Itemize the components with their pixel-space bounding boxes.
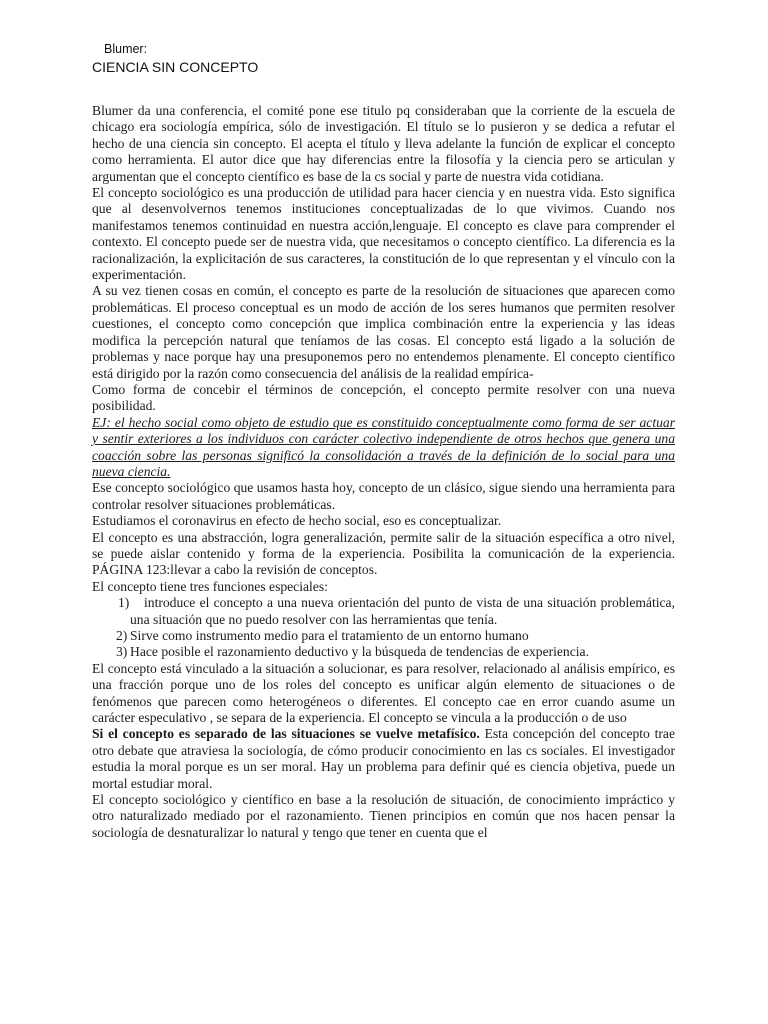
bold-statement: Si el concepto es separado de las situaciones se vuelve metafísico. bbox=[92, 726, 480, 742]
list-number: 1) bbox=[118, 595, 130, 611]
paragraph-metafisico bbox=[92, 726, 675, 792]
list-item bbox=[92, 595, 675, 628]
paragraph-tres-funciones: El concepto tiene tres funciones especiales: bbox=[92, 578, 328, 594]
paragraph-vinculado: El concepto está vinculado a la situación a solucionar, es para resolver, relacionado al análisis empírico, es una fracción porque uno de los roles del concepto es unificar algún elemento de situaciones o de fenómenos que parecen como heterogéneos o diferentes. El concepto cae en error cuando asume un carácter especulativo , se separa de la experiencia. El concepto se vincula a la producción o de uso bbox=[92, 660, 675, 726]
paragraph-coronavirus: Estudiamos el coronavirus en efecto de hecho social, eso es conceptualizar. bbox=[92, 513, 502, 529]
paragraph-sociologico-cientifico: El concepto sociológico y científico en base a la resolución de situación, de conocimiento impráctico y otro naturalizado mediado por el razonamiento. Tienen principios en común que nos hacen pensar la sociología de desnaturalizar lo natural y tengo que tener en cuenta que el bbox=[92, 792, 675, 840]
paragraph-forma-de-concebir: Como forma de concebir el términos de concepción, el concepto permite resolver con una nueva posibilidad. bbox=[92, 381, 675, 414]
list-item bbox=[92, 628, 675, 644]
author-heading: Blumer: bbox=[104, 42, 148, 56]
paragraph-herramienta: Ese concepto sociológico que usamos hasta hoy, concepto de un clásico, sigue siendo una herramienta para controlar resolver situaciones problemáticas. bbox=[92, 480, 675, 512]
functions-list bbox=[92, 595, 675, 661]
paragraph-metafisico-rest: Esta concepción del concepto trae otro debate que atraviesa la sociología, de cómo producir conocimiento en las cs sociales. El investigador estudia la moral porque es un ser moral. Hay un problema para definir qué es ciencia objetiva, puede un mortal estudiar moral. bbox=[92, 726, 675, 791]
paragraph-concepto-sociologico: El concepto sociológico es una producción de utilidad para hacer ciencia y en nuestra vida. Esto significa que al desenvolvernos tenemos instituciones conceptualizadas de lo que vivimos. Cuando nos manifestamos tenemos continuidad en nuestra acción,lenguaje. El concepto es clave para comprender el contexto. El concepto puede ser de nuestra vida, que necesitamos o concepto científico. La diferencia es la racionalización, la explicitación de sus caracteres, la constitución de lo que representan y el vínculo con la experimentación. bbox=[92, 185, 675, 283]
document-title: CIENCIA SIN CONCEPTO bbox=[92, 59, 259, 75]
list-text: Sirve como instrumento medio para el tratamiento de un entorno humano bbox=[130, 628, 529, 643]
example-text: EJ: el hecho social como objeto de estudio que es constituido conceptualmente como forma de ser actuar y sentir exteriores a los individuos con carácter colectivo independiente de otros hechos que genera una coacción sobre las personas significó la consolidación a través de la definición de lo social para una nueva ciencia. bbox=[92, 414, 675, 479]
list-number: 3) bbox=[116, 644, 128, 660]
list-item bbox=[92, 644, 675, 660]
list-text: introduce el concepto a una nueva orientación del punto de vista de una situación problemática, una situación que no puedo resolver con las herramientas que tenía. bbox=[130, 595, 675, 627]
paragraph-intro: Blumer da una conferencia, el comité pone ese titulo pq consideraban que la corriente de la escuela de chicago era sociología empírica, sólo de investigación. El título se lo pusieron y se dedica a refutar el hecho de una ciencia sin concepto. El acepta el título y lleva adelante la función de explicar el concepto como herramienta. El autor dice que hay diferencias entre la filosofía y la ciencia pero se articulan y argumentan que el concepto científico es base de la cs social y parte de nuestra vida cotidiana. bbox=[92, 103, 675, 184]
paragraph-cosas-en-comun: A su vez tienen cosas en común, el concepto es parte de la resolución de situaciones que aparecen como problemáticas. El proceso conceptual es un modo de acción de los seres humanos que permiten resolver cuestiones, el concepto como concepción que implica combinación entre la experiencia y las ideas modifica la percepción natural que teníamos de las cosas. El concepto está ligado a la solución de problemas y nace porque hay una presuponemos pero no entendemos plenamente. El concepto científico está dirigido por la razón como consecuencia del análisis de la realidad empírica- bbox=[92, 283, 675, 381]
paragraph-example bbox=[92, 415, 675, 481]
paragraph-abstraccion: El concepto es una abstracción, logra generalización, permite salir de la situación específica a otro nivel, se puede aislar contenido y forma de la experiencia. Posibilita la comunicación de la experiencia. PÁGINA 123:llevar a cabo la revisión de conceptos. bbox=[92, 529, 675, 578]
document-body bbox=[92, 103, 675, 841]
list-number: 2) bbox=[116, 628, 128, 643]
list-text: Hace posible el razonamiento deductivo y la búsqueda de tendencias de experiencia. bbox=[130, 644, 589, 660]
